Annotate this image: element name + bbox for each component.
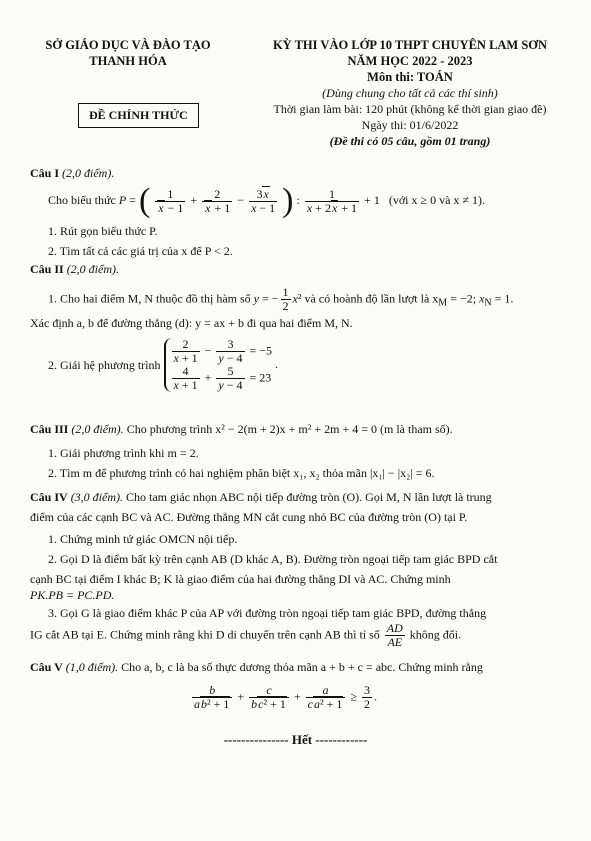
school-year: NĂM HỌC 2022 - 2023 xyxy=(347,54,473,68)
frac-ad-ae: $\frac{AD}{AE}$ xyxy=(386,621,403,649)
q2-title: Câu II xyxy=(30,262,64,276)
equation-system xyxy=(164,338,273,392)
q1-heading xyxy=(30,166,114,181)
q3-heading xyxy=(30,422,453,437)
page-count: (Đề thi có 05 câu, gồm 01 trang) xyxy=(329,134,491,148)
q4-item-3b xyxy=(30,622,461,649)
q5-intro: Cho a, b, c là ba số thực dương thỏa mãn a + b + c = abc. Chứng minh rằng xyxy=(121,660,483,674)
official-stamp-box xyxy=(78,103,199,128)
q2-item-1-cont: Xác định a, b để đường thẳng (d): y = ax + b đi qua hai điểm M, N. xyxy=(30,316,353,330)
q4-item-1: 1. Chứng minh tứ giác OMCN nội tiếp. xyxy=(48,532,238,546)
q2-item1-text-a: 1. Cho hai điểm M, N thuộc đồ thị hàm số xyxy=(48,291,251,306)
exam-note: (Dùng chung cho tất cả các thí sinh) xyxy=(322,86,498,100)
q2-points: (2,0 điểm). xyxy=(66,262,120,276)
province-name: THANH HÓA xyxy=(89,54,167,68)
frac-2: $\frac{2}{x + 1}$ xyxy=(202,188,232,215)
end-marker: --------------- Hết ------------ xyxy=(223,732,368,747)
q2-item1-text-b: và có hoành độ lần lượt là x xyxy=(304,291,439,306)
q2-item-1: 1. Cho hai điểm M, N thuộc đồ thị hàm số y = − $\frac{1}{2}$ x² và có hoành độ lần lượt là $x_M = -2$; $x_N = 1$. xyxy=(48,285,514,313)
q4-item3b-text: IG cắt AB tại E. Chứng minh rằng khi D di chuyển trên cạnh AB thì tỉ số xyxy=(30,627,380,642)
system-eq-1: $\frac{2}{x + 1}$ − $\frac{3}{y - 4}$ = −5 xyxy=(173,337,273,365)
system-eq-2: $\frac{4}{x + 1}$ + $\frac{5}{y - 4}$ = 23 xyxy=(173,364,272,392)
q2-item-2: 2. Giải hệ phương trình $\frac{2}{x + 1}$ − $\frac{3}{y - 4}$ = −5 $\frac{4}{x + 1}$ + $\frac{5}{y - 4}$ = 23 . xyxy=(48,337,279,392)
exam-time: Thời gian làm bài: 120 phút (không kể thời gian giao đề) xyxy=(273,102,547,116)
paren-right: ) xyxy=(282,182,294,219)
q4-item-3a: 3. Gọi G là giao điểm khác P của AP với đường tròn ngoại tiếp tam giác BPD, đường thẳng xyxy=(48,606,487,620)
q5-heading xyxy=(30,660,483,675)
q5-points: (1,0 điểm). xyxy=(65,660,119,674)
q3-item-2: 2. Tìm m để phương trình có hai nghiệm phân biệt x₁, x₂ thỏa mãn |x₁| − |x₂| = 6. xyxy=(48,466,435,480)
q4-item-2c: PK.PB = PC.PD. xyxy=(30,588,115,602)
frac-half: $\frac{1}{2}$ xyxy=(282,285,289,313)
q4-heading xyxy=(30,490,492,505)
subject: Môn thi: TOÁN xyxy=(367,70,453,84)
q3-intro: Cho phương trình x² − 2(m + 2)x + m² + 2m + 4 = 0 (m là tham số). xyxy=(126,422,453,436)
q1-p-symbol: P xyxy=(118,192,127,207)
paren-left: ( xyxy=(138,182,151,219)
q1-condition: (với x ≥ 0 và x ≠ 1). xyxy=(388,192,486,207)
q3-title: Câu III xyxy=(30,422,69,436)
q1-expression: Cho biểu thức P = ( $\frac{1}{x - 1}$ + $\frac{2}{x + 1}$ − $\frac{3x}{x - 1}$ ) : $\frac{1}{x + 2x + 1}$ + 1 (với x ≥ 0 và x ≠ 1). xyxy=(48,182,486,219)
q4-line-2: điểm của các cạnh BC và AC. Đường thẳng MN cắt cung nhỏ BC của đường tròn (O) tại P. xyxy=(30,510,468,524)
q5-inequality: $\frac{b}{\text{ab² + 1}}$ + $\frac{c}{\text{bc² + 1}}$ + $\frac{a}{\text{ca² + 1}}$ ≥ $\frac{3}{2}$ . xyxy=(194,683,377,711)
frac-1: $\frac{1}{x - 1}$ xyxy=(155,188,185,215)
q4-points: (3,0 điểm). xyxy=(70,490,124,504)
q1-item-2: 2. Tìm tất cả các giá trị của x để P < 2. xyxy=(48,244,233,258)
exam-date: Ngày thi: 01/6/2022 xyxy=(361,118,459,132)
q1-intro: Cho biểu thức xyxy=(48,192,116,207)
frac-3: $\frac{3x}{x - 1}$ xyxy=(251,186,276,215)
q3-points: (2,0 điểm). xyxy=(71,422,124,436)
q1-title: Câu I xyxy=(30,166,60,180)
department-name: SỞ GIÁO DỤC VÀ ĐÀO TẠO xyxy=(45,38,211,52)
q4-item-2b: cạnh BC tại điểm I khác B; K là giao điểm của hai đường thẳng DI và AC. Chứng minh xyxy=(30,572,451,586)
q2-item2-label: 2. Giải hệ phương trình xyxy=(48,357,161,372)
exam-title: KỲ THI VÀO LỚP 10 THPT CHUYÊN LAM SƠN xyxy=(272,38,548,52)
q1-points: (2,0 điểm). xyxy=(62,166,115,180)
q5-title: Câu V xyxy=(30,660,63,674)
q4-title: Câu IV xyxy=(30,490,68,504)
frac-4: $\frac{1}{x + 2x + 1}$ xyxy=(306,186,358,215)
q2-heading xyxy=(30,262,119,277)
q3-item-1: 1. Giải phương trình khi m = 2. xyxy=(48,446,199,460)
q4-item-2a: 2. Gọi D là điểm bất kỳ trên cạnh AB (D khác A, B). Đường tròn ngoại tiếp tam giác BPD cắt xyxy=(48,552,498,566)
q1-item-1: 1. Rút gọn biểu thức P. xyxy=(48,224,158,238)
q4-line-1: Cho tam giác nhọn ABC nội tiếp đường tròn (O). Gọi M, N lần lượt là trung xyxy=(126,490,492,504)
q4-item3c-text: không đổi. xyxy=(409,627,462,642)
official-label: ĐỀ CHÍNH THỨC xyxy=(89,108,188,122)
